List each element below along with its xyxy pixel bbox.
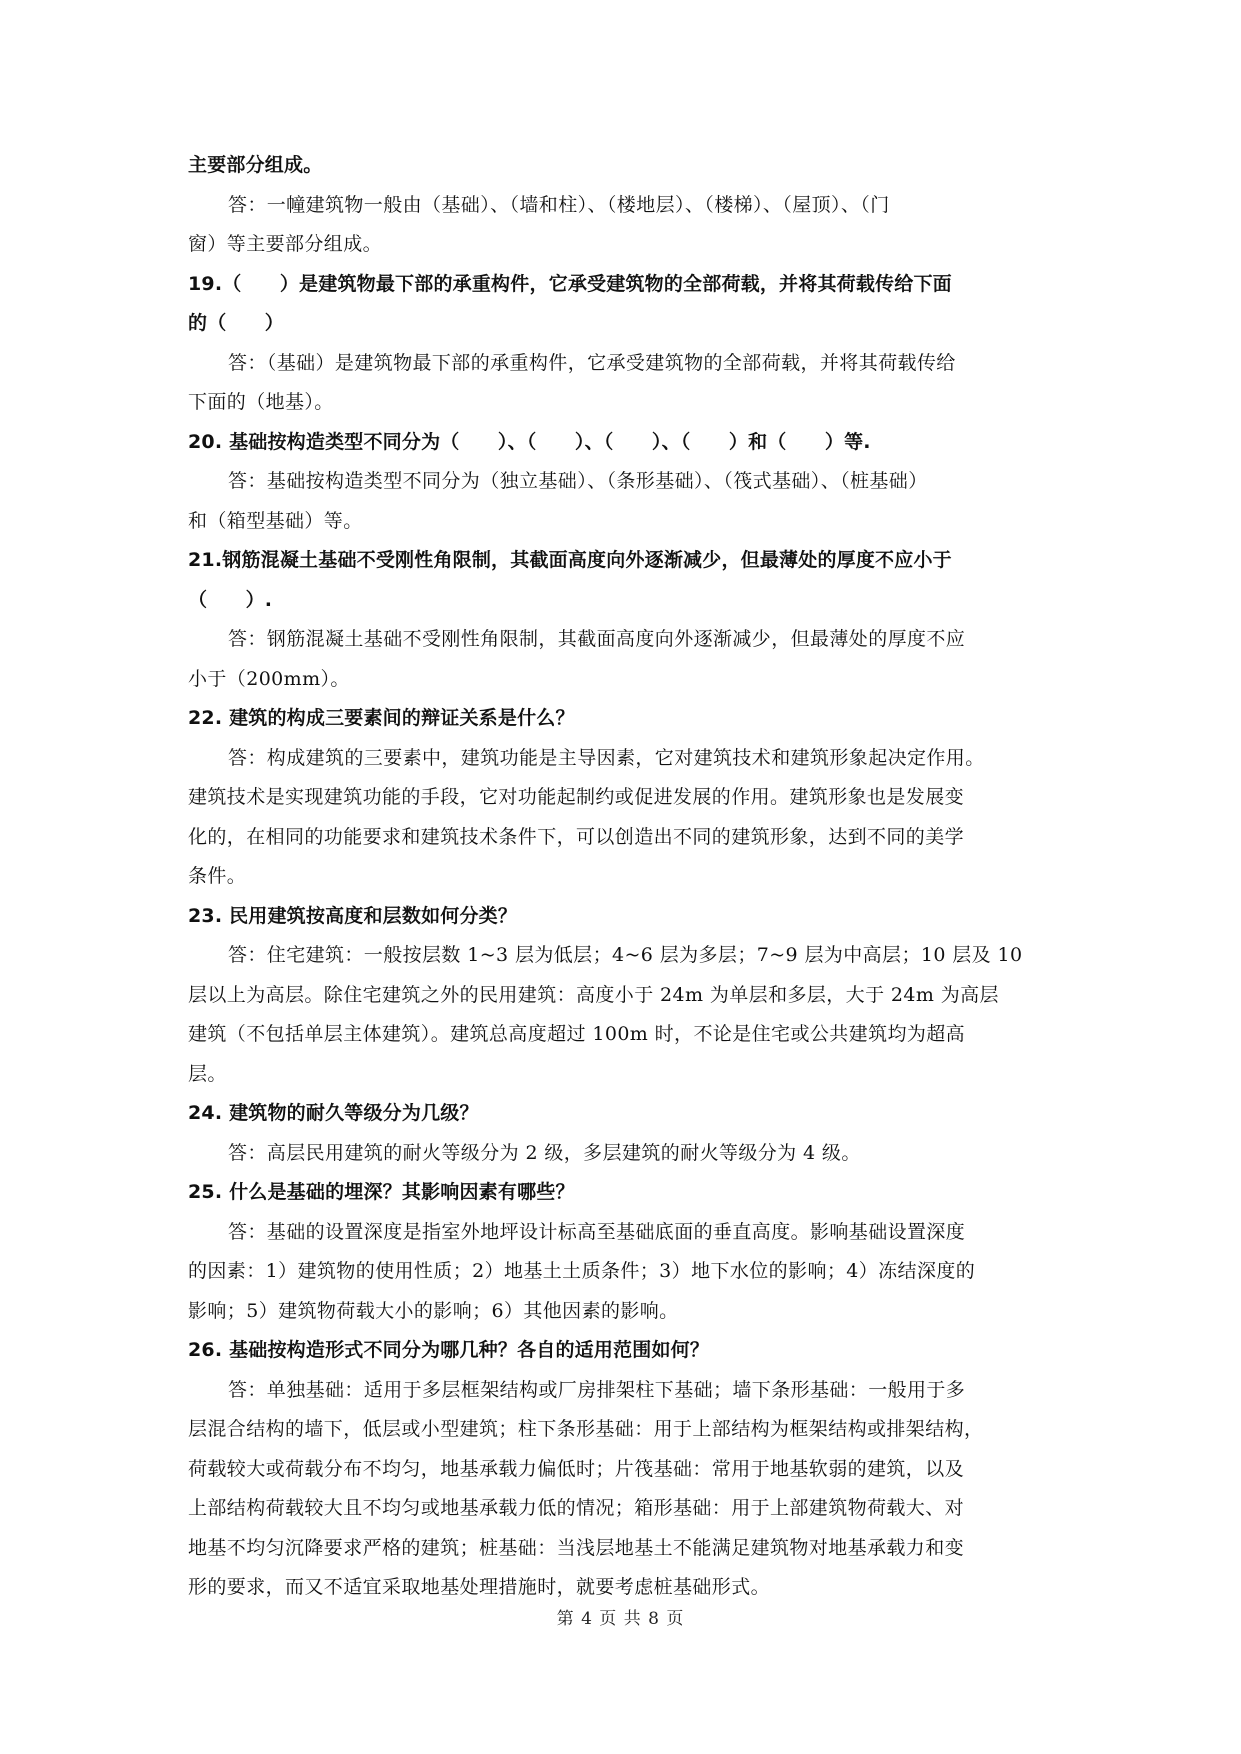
answer-line: 上部结构荷载较大且不均匀或地基承载力低的情况；箱形基础：用于上部建筑物荷载大、对 — [188, 1497, 965, 1519]
answer-line: 条件。 — [188, 865, 247, 887]
answer-line: 建筑（不包括单层主体建筑）。建筑总高度超过 100m 时，不论是住宅或公共建筑均为超高 — [188, 1023, 966, 1045]
answer-line: 答：一幢建筑物一般由（基础）、（墙和柱）、（楼地层）、（楼梯）、（屋顶）、（门 — [228, 193, 890, 216]
answer-line: 层。 — [188, 1062, 227, 1085]
question-line: 26. 基础按构造形式不同分为哪几种？各自的适用范围如何？ — [188, 1339, 710, 1361]
answer-line: 影响；5）建筑物荷载大小的影响；6）其他因素的影响。 — [188, 1299, 679, 1322]
answer-line: 地基不均匀沉降要求严格的建筑；桩基础：当浅层地基土不能满足建筑物对地基承载力和变 — [188, 1536, 965, 1559]
answer-line: 层以上为高层。除住宅建筑之外的民用建筑：高度小于 24m 为单层和多层，大于 24m 为高层 — [188, 983, 999, 1006]
answer-line: 荷载较大或荷载分布不均匀，地基承载力偏低时；片筏基础：常用于地基软弱的建筑，以及 — [188, 1457, 965, 1480]
answer-line: 答：单独基础：适用于多层框架结构或厂房排架柱下基础；墙下条形基础：一般用于多 — [228, 1378, 966, 1401]
question-line: 23. 民用建筑按高度和层数如何分类？ — [188, 904, 518, 927]
answer-line: 层混合结构的墙下，低层或小型建筑；柱下条形基础：用于上部结构为框架结构或排架结构， — [188, 1418, 984, 1440]
answer-line: 答：基础按构造类型不同分为（独立基础）、（条形基础）、（筏式基础）、（桩基础） — [228, 470, 928, 492]
answer-line: 答：基础的设置深度是指室外地坪设计标高至基础底面的垂直高度。影响基础设置深度 — [228, 1220, 966, 1243]
question-line: 25. 什么是基础的埋深？其影响因素有哪些？ — [188, 1181, 575, 1203]
answer-line: 形的要求，而又不适宜采取地基处理措施时，就要考虑桩基础形式。 — [188, 1576, 771, 1598]
page-number: 第 4 页 共 8 页 — [556, 1609, 685, 1629]
answer-line: 答：住宅建筑：一般按层数 1~3 层为低层；4~6 层为多层；7~9 层为中高层；10 层及 10 — [228, 944, 1023, 966]
answer-line: 下面的（地基）。 — [188, 391, 334, 413]
answer-line: 答：构成建筑的三要素中，建筑功能是主导因素，它对建筑技术和建筑形象起决定作用。 — [228, 746, 985, 769]
answer-line: 建筑技术是实现建筑功能的手段，它对功能起制约或促进发展的作用。建筑形象也是发展变 — [188, 786, 965, 808]
question-line: 的（ ） — [188, 312, 285, 334]
document-body — [188, 146, 1068, 1608]
answer-line: 答：（基础）是建筑物最下部的承重构件，它承受建筑物的全部荷载，并将其荷载传给 — [228, 351, 956, 374]
question-line: 主要部分组成。 — [188, 154, 323, 176]
question-line: 21.钢筋混凝土基础不受刚性角限制，其截面高度向外逐渐减少，但最薄处的厚度不应小于 — [188, 549, 952, 571]
answer-line: 和（箱型基础）等。 — [188, 509, 363, 532]
question-line: 20. 基础按构造类型不同分为（ ）、（ ）、（ ）、（ ）和（ ）等. — [188, 430, 871, 453]
answer-line: 答：钢筋混凝土基础不受刚性角限制，其截面高度向外逐渐减少，但最薄处的厚度不应 — [228, 628, 966, 650]
answer-line: 的因素：1）建筑物的使用性质；2）地基土土质条件；3）地下水位的影响；4）冻结深度的 — [188, 1260, 976, 1282]
page-footer — [0, 1604, 1241, 1629]
answer-line: 小于（200mm）。 — [188, 667, 350, 690]
answer-line: 窗）等主要部分组成。 — [188, 233, 383, 255]
answer-line: 化的，在相同的功能要求和建筑技术条件下，可以创造出不同的建筑形象，达到不同的美学 — [188, 825, 965, 848]
question-line: （ ）. — [188, 588, 273, 611]
question-line: 24. 建筑物的耐久等级分为几级？ — [188, 1102, 479, 1124]
question-line: 19.（ ）是建筑物最下部的承重构件，它承受建筑物的全部荷载，并将其荷载传给下面 — [188, 272, 952, 295]
answer-line: 答：高层民用建筑的耐火等级分为 2 级，多层建筑的耐火等级分为 4 级。 — [228, 1141, 861, 1164]
question-line: 22. 建筑的构成三要素间的辩证关系是什么？ — [188, 707, 575, 729]
